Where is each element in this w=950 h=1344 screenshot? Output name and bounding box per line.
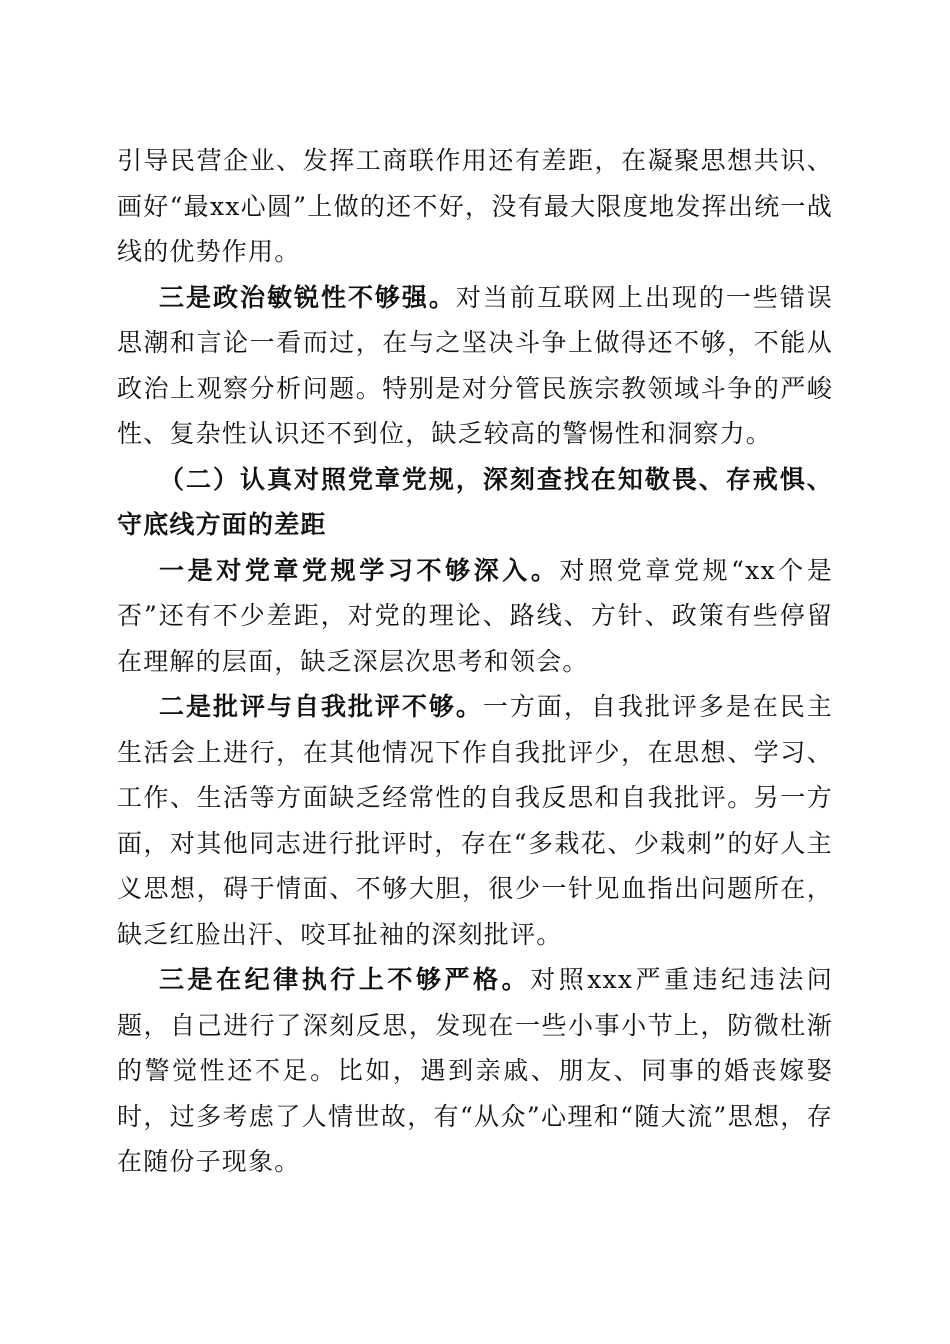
paragraph-lead: 三是在纪律执行上不够严格。 — [159, 965, 531, 994]
paragraph-lead: 一是对党章党规学习不够深入。 — [159, 555, 560, 585]
paragraph-lead: 三是政治敏锐性不够强。 — [159, 282, 456, 312]
paragraph-criticism — [117, 684, 833, 957]
paragraph-body: 对照党章党规“xx个是否”还有不少差距，对党的理论、路线、方针、政策有些停留在理解的层面，缺乏深层次思考和领会。 — [117, 555, 833, 676]
paragraph-body: 一方面，自我批评多是在民主生活会上进行，在其他情况下作自我批评少，在思想、学习、工作、生活等方面缺乏经常性的自我反思和自我批评。另一方面，对其他同志进行批评时，存在“多栽花、少栽刺”的好人主义思想，碍于情面、不够大胆，很少一针见血指出问题所在，缺乏红脸出汗、咬耳扯袖的深刻批评。 — [117, 692, 833, 949]
section-heading: （二）认真对照党章党规，深刻查找在知敬畏、存戒惧、守底线方面的差距 — [117, 464, 833, 539]
paragraph-discipline — [117, 957, 833, 1185]
paragraph-lead: 二是批评与自我批评不够。 — [159, 692, 483, 721]
paragraph-party-rules-study — [117, 548, 833, 685]
paragraph-political-sensitivity — [117, 275, 833, 457]
paragraph-body: 对当前互联网上出现的一些错误思潮和言论一看而过，在与之坚决斗争上做得还不够，不能从政治上观察分析问题。特别是对分管民族宗教领域斗争的严峻性、复杂性认识还不到位，缺乏较高的警惕性和洞察力。 — [117, 282, 833, 448]
paragraph-body: 对照xxx严重违纪违法问题，自己进行了深刻反思，发现在一些小事小节上，防微杜渐的警觉性还不足。比如，遇到亲戚、朋友、同事的婚丧嫁娶时，过多考虑了人情世故，有“从众”心理和“随大流”思想，存在随份子现象。 — [117, 965, 833, 1176]
paragraph-body: 引导民营企业、发挥工商联作用还有差距，在凝聚思想共识、画好“最xx心圆”上做的还不好，没有最大限度地发挥出统一战线的优势作用。 — [117, 146, 833, 266]
document-body — [117, 138, 833, 1185]
paragraph-continuation — [117, 138, 833, 275]
